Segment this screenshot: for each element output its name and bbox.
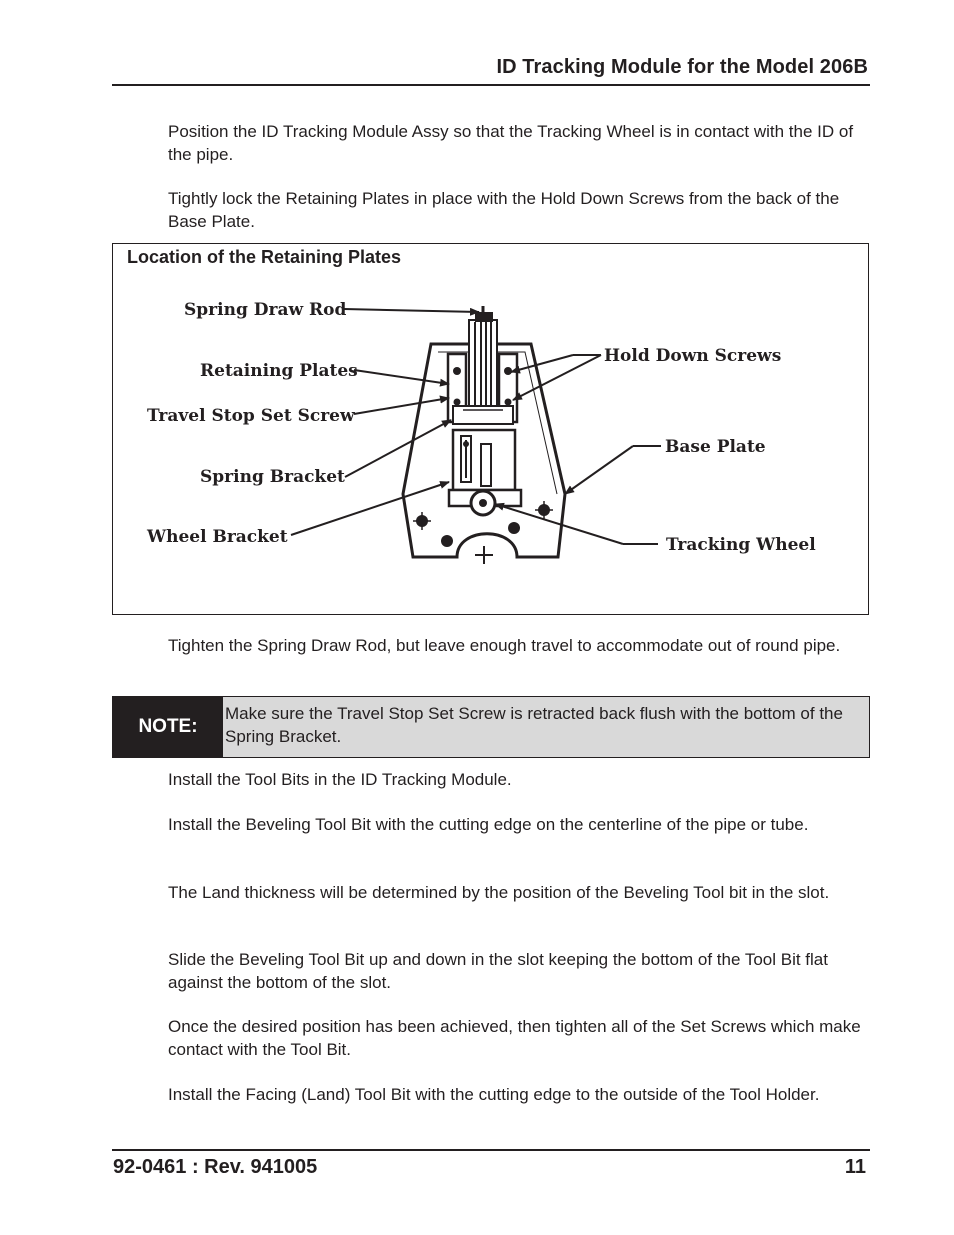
paragraph-tighten-set-screws: Once the desired position has been achieved, then tighten all of the Set Screws which make contact with the Tool Bit. [168,1017,861,1059]
figure-title: Location of the Retaining Plates [127,247,402,267]
label-base-plate: Base Plate [665,437,766,457]
label-travel-stop-set-screw: Travel Stop Set Screw [147,406,355,426]
footer-rule [112,1149,870,1151]
paragraph-position-module: Position the ID Tracking Module Assy so that the Tracking Wheel is in contact with the ID of the pipe. [168,122,854,164]
note-text: Make sure the Travel Stop Set Screw is retracted back flush with the bottom of the Spring Bracket. [223,697,869,757]
footer-page-number: 11 [844,1156,866,1178]
spring-draw-rod [469,320,497,412]
paragraph-slide-tool-bit: Slide the Beveling Tool Bit up and down in the slot keeping the bottom of the Tool Bit flat against the bottom of the slot. [168,950,828,992]
page-header-title: ID Tracking Module for the Model 206B [496,56,868,78]
hold-down-screw-right [504,367,512,375]
paragraph-facing-tool-bit: Install the Facing (Land) Tool Bit with the cutting edge to the outside of the Tool Holder. [168,1085,820,1104]
paragraph-install-tool-bits: Install the Tool Bits in the ID Tracking Module. [168,770,512,789]
paragraph-land-thickness: The Land thickness will be determined by the position of the Beveling Tool bit in the slot. [168,883,830,902]
label-spring-bracket: Spring Bracket [200,467,345,487]
label-tracking-wheel: Tracking Wheel [666,535,816,555]
label-spring-draw-rod: Spring Draw Rod [184,300,347,320]
module-diagram [113,244,868,614]
footer-doc-number: 92-0461 : Rev. 941005 [113,1156,318,1178]
label-hold-down-screws: Hold Down Screws [604,346,782,366]
paragraph-lock-retaining-plates: Tightly lock the Retaining Plates in place with the Hold Down Screws from the back of the Base Plate. [168,189,840,231]
note-label: NOTE: [113,697,223,757]
paragraph-beveling-tool-bit: Install the Beveling Tool Bit with the cutting edge on the centerline of the pipe or tube. [168,815,809,834]
figure-retaining-plates [112,243,869,615]
note-box [112,696,870,758]
paragraph-tighten-draw-rod: Tighten the Spring Draw Rod, but leave enough travel to accommodate out of round pipe. [168,636,841,655]
travel-stop-set-screw [453,406,513,424]
header-rule [112,84,870,86]
hold-down-screw-left [453,367,461,375]
label-retaining-plates: Retaining Plates [200,361,358,381]
label-wheel-bracket: Wheel Bracket [147,527,288,547]
